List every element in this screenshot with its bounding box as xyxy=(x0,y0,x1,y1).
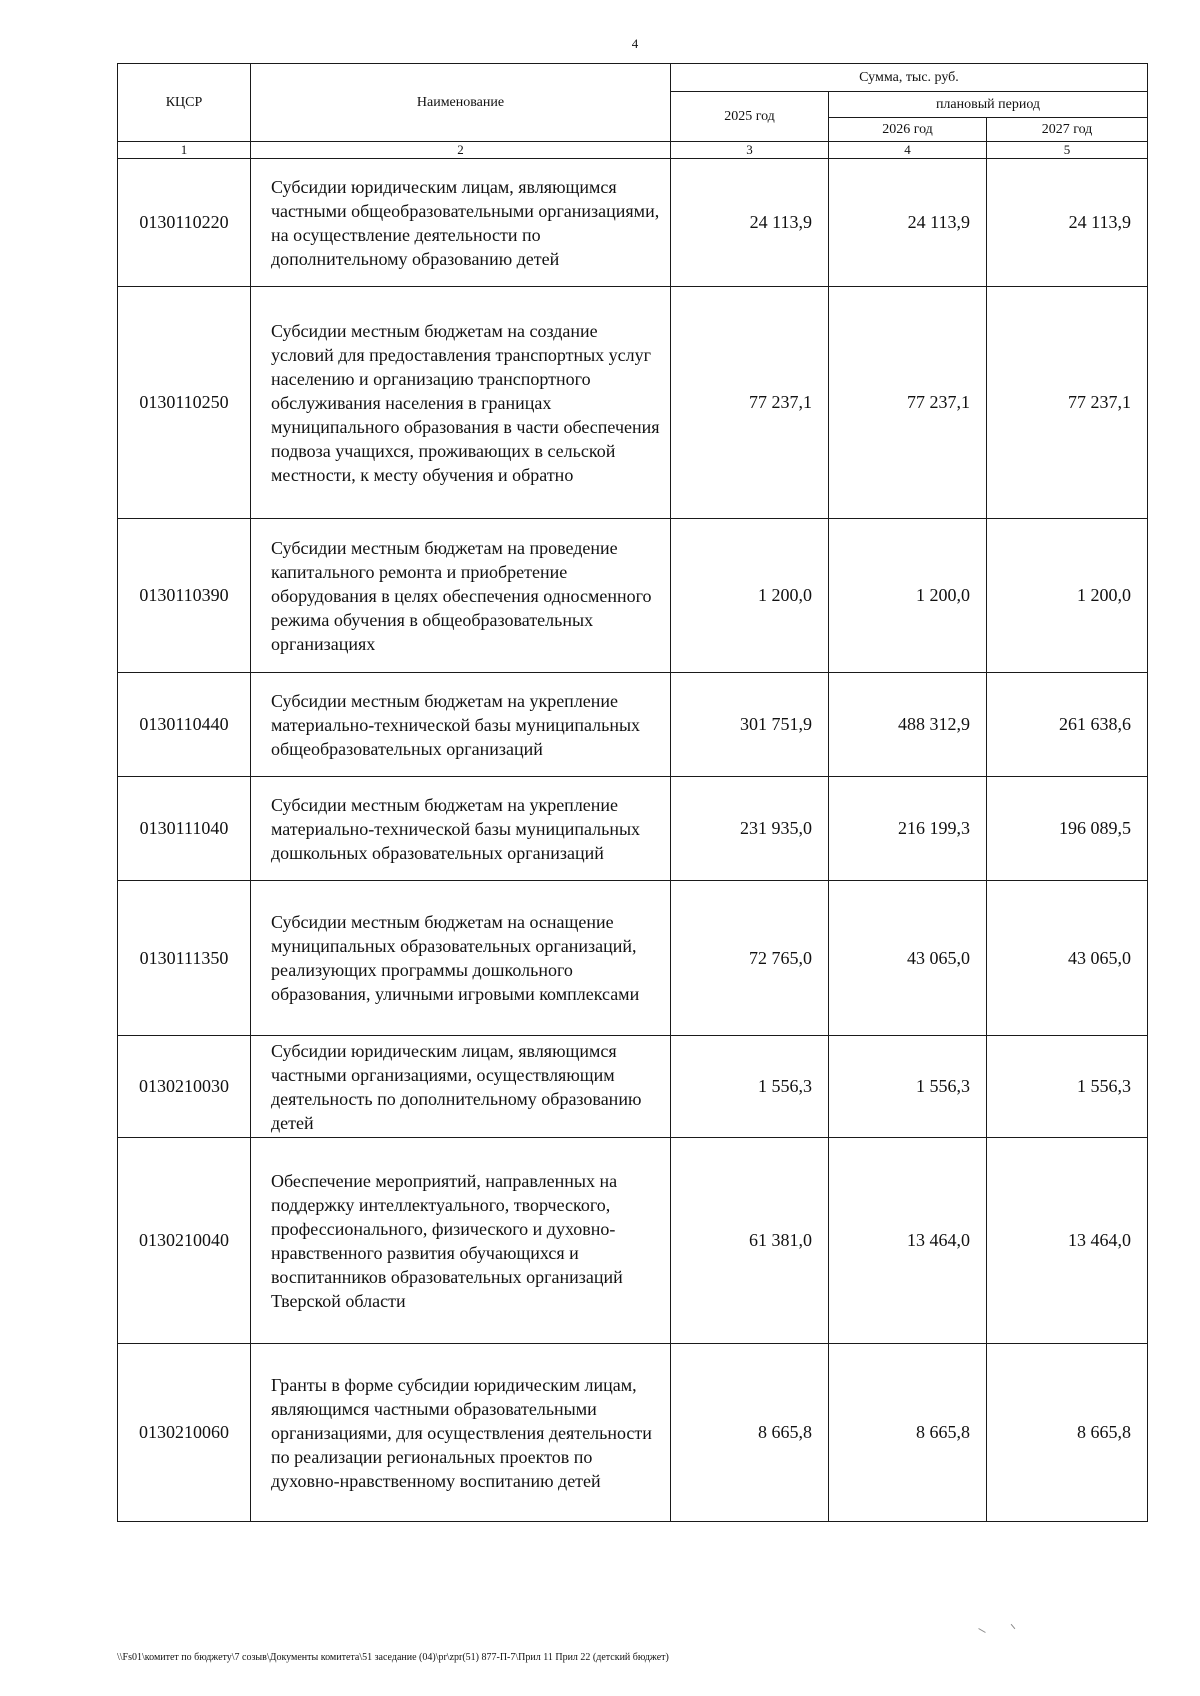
column-number: 4 xyxy=(829,142,987,159)
page-number: 4 xyxy=(631,36,639,51)
row-name: Субсидии местным бюджетам на оснащение муниципальных образовательных организаций, реализующих программы дошкольного образования, уличными игровыми комплексами xyxy=(251,881,671,1036)
row-name: Обеспечение мероприятий, направленных на поддержку интеллектуального, творческого, профессионального, физического и духовно-нравственного развития обучающихся и воспитанников образовательных организаций Тверской области xyxy=(251,1138,671,1344)
row-amount-2027: 13 464,0 xyxy=(987,1138,1148,1344)
scan-speck xyxy=(978,1628,985,1633)
row-amount-2027: 1 556,3 xyxy=(987,1036,1148,1138)
column-numbers-row xyxy=(118,142,1148,159)
row-amount-2027: 196 089,5 xyxy=(987,777,1148,881)
row-amount-2026: 24 113,9 xyxy=(829,159,987,287)
table-row xyxy=(118,287,1148,519)
row-amount-2027: 261 638,6 xyxy=(987,673,1148,777)
row-code: 0130210040 xyxy=(118,1138,251,1344)
row-amount-2025: 8 665,8 xyxy=(671,1344,829,1522)
column-number: 1 xyxy=(118,142,251,159)
row-amount-2025: 24 113,9 xyxy=(671,159,829,287)
row-amount-2027: 77 237,1 xyxy=(987,287,1148,519)
header-name: Наименование xyxy=(251,64,671,142)
row-amount-2027: 24 113,9 xyxy=(987,159,1148,287)
row-amount-2027: 1 200,0 xyxy=(987,519,1148,673)
row-amount-2025: 61 381,0 xyxy=(671,1138,829,1344)
row-amount-2025: 301 751,9 xyxy=(671,673,829,777)
row-amount-2026: 488 312,9 xyxy=(829,673,987,777)
row-code: 0130111040 xyxy=(118,777,251,881)
row-amount-2026: 216 199,3 xyxy=(829,777,987,881)
row-name: Субсидии местным бюджетам на укрепление материально-технической базы муниципальных дошкольных образовательных организаций xyxy=(251,777,671,881)
file-path-footer: \\Fs01\комитет по бюджету\7 созыв\Документы комитета\51 заседание (04)\pr\zpr(51) 877-П-7\Прил 11 Прил 22 (детский бюджет) xyxy=(117,1652,669,1663)
row-code: 0130110220 xyxy=(118,159,251,287)
row-amount-2026: 43 065,0 xyxy=(829,881,987,1036)
header-year-2026: 2026 год xyxy=(829,118,987,142)
row-amount-2027: 43 065,0 xyxy=(987,881,1148,1036)
row-amount-2025: 231 935,0 xyxy=(671,777,829,881)
table-row xyxy=(118,1036,1148,1138)
table-row xyxy=(118,1138,1148,1344)
row-amount-2025: 1 556,3 xyxy=(671,1036,829,1138)
row-code: 0130210030 xyxy=(118,1036,251,1138)
column-number: 3 xyxy=(671,142,829,159)
row-code: 0130110390 xyxy=(118,519,251,673)
header-year-2027: 2027 год xyxy=(987,118,1148,142)
row-code: 0130110250 xyxy=(118,287,251,519)
row-amount-2025: 77 237,1 xyxy=(671,287,829,519)
row-name: Субсидии юридическим лицам, являющимся частными организациями, осуществляющим деятельность по дополнительному образованию детей xyxy=(251,1036,671,1138)
table-row xyxy=(118,519,1148,673)
row-name: Субсидии местным бюджетам на проведение капитального ремонта и приобретение оборудования в целях обеспечения односменного режима обучения в общеобразовательных организациях xyxy=(251,519,671,673)
column-number: 5 xyxy=(987,142,1148,159)
header-code: КЦСР xyxy=(118,64,251,142)
row-amount-2026: 77 237,1 xyxy=(829,287,987,519)
row-code: 0130210060 xyxy=(118,1344,251,1522)
row-name: Субсидии юридическим лицам, являющимся частными общеобразовательными организациями, на осуществление деятельности по дополнительному образованию детей xyxy=(251,159,671,287)
scan-speck xyxy=(1011,1624,1016,1629)
budget-table xyxy=(117,63,1148,1522)
row-name: Гранты в форме субсидии юридическим лицам, являющимся частными образовательными организациями, для осуществления деятельности по реализации региональных проектов по духовно-нравственному воспитанию детей xyxy=(251,1344,671,1522)
header-year-2025: 2025 год xyxy=(671,92,829,142)
header-sum-group: Сумма, тыс. руб. xyxy=(671,64,1148,92)
column-number: 2 xyxy=(251,142,671,159)
row-name: Субсидии местным бюджетам на укрепление материально-технической базы муниципальных общеобразовательных организаций xyxy=(251,673,671,777)
row-amount-2027: 8 665,8 xyxy=(987,1344,1148,1522)
table-row xyxy=(118,673,1148,777)
table-row xyxy=(118,1344,1148,1522)
row-name: Субсидии местным бюджетам на создание условий для предоставления транспортных услуг населению и организацию транспортного обслуживания населения в границах муниципального образования в части обеспечения подвоза учащихся, проживающих в сельской местности, к месту обучения и обратно xyxy=(251,287,671,519)
row-amount-2025: 1 200,0 xyxy=(671,519,829,673)
row-code: 0130110440 xyxy=(118,673,251,777)
row-code: 0130111350 xyxy=(118,881,251,1036)
row-amount-2026: 13 464,0 xyxy=(829,1138,987,1344)
table-row xyxy=(118,881,1148,1036)
row-amount-2025: 72 765,0 xyxy=(671,881,829,1036)
table-row xyxy=(118,777,1148,881)
row-amount-2026: 8 665,8 xyxy=(829,1344,987,1522)
row-amount-2026: 1 200,0 xyxy=(829,519,987,673)
row-amount-2026: 1 556,3 xyxy=(829,1036,987,1138)
header-planned-period: плановый период xyxy=(829,92,1148,118)
table-row xyxy=(118,159,1148,287)
